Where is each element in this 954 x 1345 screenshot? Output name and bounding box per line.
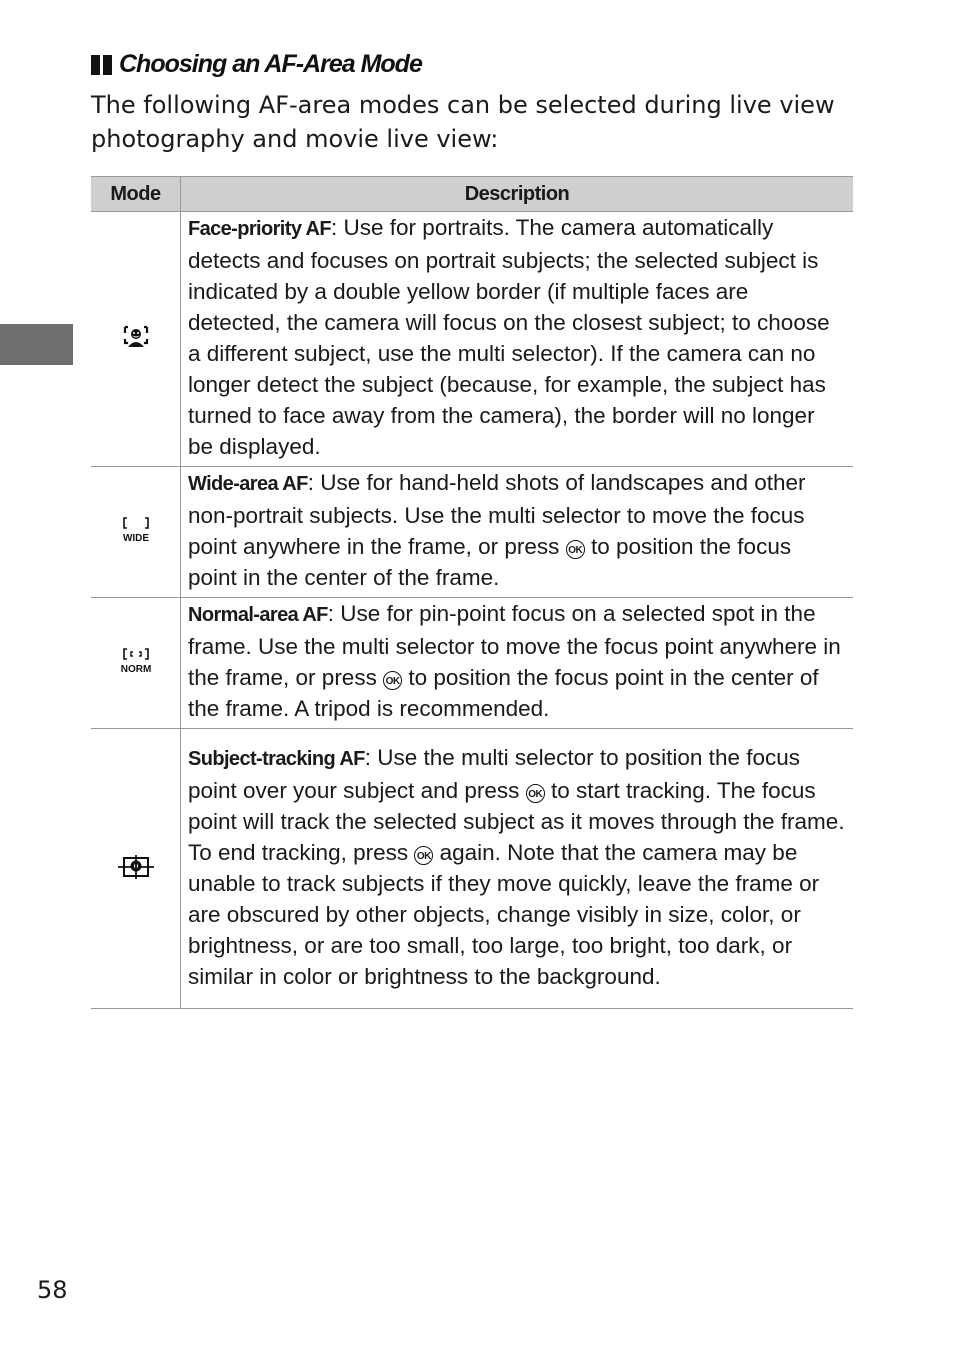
table-row — [91, 729, 853, 1009]
description-text: to position the focus point in the center of the frame. — [188, 534, 792, 590]
ok-button-icon: OK — [383, 671, 402, 690]
page-number: 58 — [37, 1276, 68, 1304]
mode-term: Normal-area AF — [188, 604, 328, 626]
ok-button-icon: OK — [526, 784, 545, 803]
description-text: : Use the multi selector to position the focus point over your subject and press — [188, 744, 800, 803]
table-row — [91, 212, 853, 467]
description-column-header: Description — [181, 177, 854, 212]
description-text: again. Note that the camera may be unable to track subjects if they move quickly, leave the frame or are obscured by other objects, change visibly in size, color, or brightness, or are too small, too large, too bright, too dark, or similar in color or brightness to the background. — [188, 839, 820, 989]
description-text: to start tracking. The focus point will track the selected subject as it moves through the frame. To end tracking, press — [188, 777, 845, 865]
description-text: to position the focus point in the center of the frame. A tripod is recommended. — [188, 665, 819, 721]
description-text: : Use for pin-point focus on a selected spot in the frame. Use the multi selector to move the focus point anywhere in the frame, or press — [188, 601, 841, 690]
ok-button-icon: OK — [414, 846, 433, 865]
mode-term: Face-priority AF — [188, 218, 332, 240]
intro-paragraph: The following AF-area modes can be selected during live view photography and movie live view: — [91, 91, 835, 153]
section-title: Choosing an AF-Area Mode — [119, 50, 422, 78]
af-area-mode-table — [91, 176, 853, 1009]
mode-cell — [91, 467, 181, 598]
wide-area-af-icon — [121, 515, 151, 549]
description-text: : Use for hand-held shots of landscapes and other non-portrait subjects. Use the multi selector to move the focus point anywhere in the frame, or press — [188, 470, 806, 559]
mode-cell — [91, 598, 181, 729]
description-cell — [181, 729, 854, 1009]
mode-cell — [91, 729, 181, 1009]
table-row — [91, 467, 853, 598]
mode-term: Wide-area AF — [188, 473, 308, 495]
subject-tracking-af-icon — [117, 854, 155, 884]
table-header-row — [91, 177, 853, 212]
normal-area-af-icon — [121, 646, 151, 680]
face-priority-af-icon — [123, 325, 149, 353]
description-cell — [181, 467, 854, 598]
description-cell — [181, 212, 854, 467]
description-cell — [181, 598, 854, 729]
mode-cell — [91, 212, 181, 467]
description-text: : Use for portraits. The camera automatically detects and focuses on portrait subjects; the selected subject is indicated by a double yellow border (if multiple faces are detected, the camera will focus on the closest subject; to choose a different subject, use the multi selector). If the camera can no longer detect the subject (because, for example, the subject has turned to face away from the camera), the border will no longer be displayed. — [188, 215, 830, 459]
wide-icon-label: WIDE — [122, 533, 149, 544]
ok-button-icon: OK — [566, 540, 585, 559]
norm-icon-label: NORM — [120, 664, 151, 675]
double-square-marker-icon — [91, 55, 112, 75]
chapter-tab-marker — [0, 324, 73, 365]
mode-term: Subject-tracking AF — [188, 747, 365, 770]
section-heading — [91, 50, 422, 79]
table-row — [91, 598, 853, 729]
mode-column-header: Mode — [91, 177, 181, 212]
